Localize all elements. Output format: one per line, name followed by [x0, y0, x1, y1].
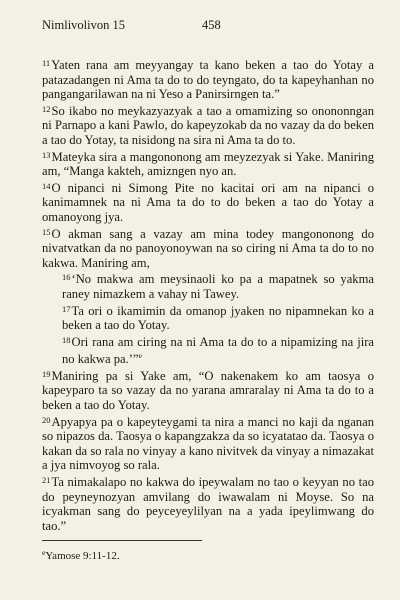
verse-12 — [42, 102, 374, 148]
footnote-text: Yamose 9:11-12. — [45, 550, 120, 562]
verse-text: Ta ori o ikamimin da omanop jyaken no nipamnekan ko a beken a tao do Yotay. — [62, 303, 374, 333]
verse-16 — [42, 270, 374, 301]
verse-text: Apyapya pa o kapeyteygami ta nira a manci no kaji da nganan so nipazos da. Taosya o kapangzakza da so icyatatao da. Taosya o kakan da so rala no vinyay a kano nivitvek da vinyay a nimazakat a jya nimvoyog so rala. — [42, 414, 374, 473]
page-number: 458 — [202, 17, 221, 32]
verse-text: Mateyka sira a mangononong am meyzezyak si Yake. Maniring am, “Manga kakteh, amizngen nyo an. — [42, 149, 374, 179]
verse-number: 14 — [42, 180, 51, 191]
verse-text: ‘No makwa am meysinaoli ko pa a mapatnek so yakma raney nimazkem a vahay ni Tawey. — [62, 272, 374, 301]
verse-19 — [42, 367, 374, 413]
verse-14 — [42, 179, 374, 225]
verse-text: Ta nimakalapo no kakwa do ipeywalam no tao o keyyan no tao do peyneynozyan amvilang do iwawalam ni Moyse. So na icyakman sang do peyceyeylilyan na a yada ipeylimwang do tao.” — [42, 475, 374, 533]
verse-text: Yaten rana am meyyangay ta kano beken a tao do Yotay a patazadangen ni Ama ta do to do teyngato, do ta kapeyhanhan no pangangarilawan na ni Yeso a Panirsirngen ta.” — [42, 58, 374, 102]
verse-18 — [42, 333, 374, 367]
verse-number: 16 — [62, 272, 71, 283]
verse-number: 18 — [62, 334, 71, 345]
verse-number: 11 — [42, 58, 51, 68]
verse-text: So ikabo no meykazyazyak a tao a omamizing so onononngan ni Parnapo a kani Pawlo, do kapeyzokab da no vazay da do beken a tao do Yotay, ta nisidong na sira ni Ama ta do to. — [42, 103, 374, 147]
verse-20 — [42, 413, 374, 473]
verse-number: 15 — [42, 226, 51, 237]
footnote-reference[interactable]: e — [138, 351, 142, 361]
verse-number: 12 — [42, 103, 51, 114]
verse-number: 19 — [42, 368, 51, 379]
verse-text: Maniring pa si Yake am, “O nakenakem ko am taosya o kapeyparo ta so vazay da no yarana amraralay ni Ama ta do to a beken a tao do Yotay. — [42, 368, 374, 413]
verse-number: 17 — [62, 303, 71, 314]
running-header — [42, 14, 374, 36]
verse-11 — [42, 56, 374, 102]
verse-text: Ori rana am ciring na ni Ama ta do to a nipamizing na jira no kakwa pa.’” — [62, 334, 374, 367]
footnote-divider — [42, 540, 202, 541]
verse-21 — [42, 473, 374, 533]
verse-number: 21 — [42, 475, 51, 486]
verse-number: 20 — [42, 414, 51, 425]
scripture-text — [42, 56, 374, 533]
verse-text: O nipanci ni Simong Pite no kacitai ori am na nipanci o kanimamnek na ni Ama ta do to do beken a tao do Yotay a omanoyong jya. — [42, 180, 374, 224]
verse-13 — [42, 148, 374, 179]
verse-number: 13 — [42, 149, 51, 160]
footnote-mark: e — [42, 548, 46, 557]
verse-15 — [42, 225, 374, 271]
footnote — [42, 548, 120, 562]
verse-text: O akman sang a vazay am mina todey mangononong do nivatvatkan da no panoyonoywan na so ciring ni Ama ta do to no kakwa. Maniring am, — [42, 226, 374, 270]
verse-17 — [42, 302, 374, 333]
book-chapter-title: Nimlivolivon 15 — [42, 17, 125, 32]
